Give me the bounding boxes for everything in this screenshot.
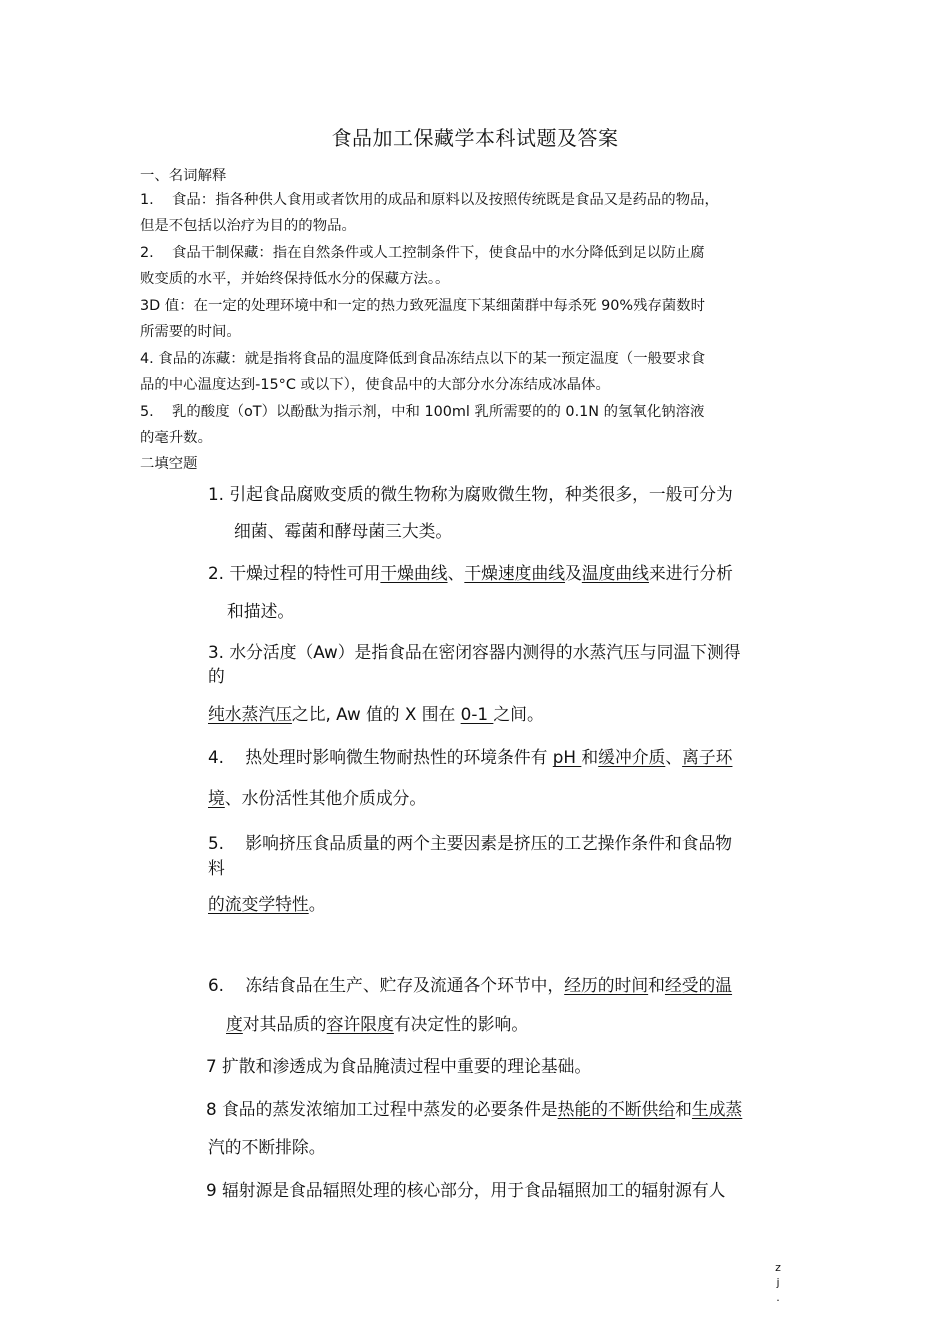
answer-blank: 生成蒸	[691, 1099, 743, 1119]
definition-line: 2. 食品干制保藏：指在自然条件或人工控制条件下，使食品中的水分降低到足以防止腐	[140, 245, 705, 261]
answer-blank: 干燥速度曲线	[464, 563, 566, 583]
answer-blank: 纯水蒸汽压	[208, 704, 292, 724]
document-title: 食品加工保藏学本科试题及答案	[331, 126, 619, 150]
question-7: 7 扩散和渗透成为食品腌渍过程中重要的理论基础。	[206, 1056, 592, 1076]
question-8-line-1	[206, 1099, 742, 1119]
definition-line: 的毫升数。	[140, 430, 212, 446]
answer-blank: 度	[226, 1014, 243, 1034]
question-text: 和	[581, 747, 599, 767]
question-6-line-1	[208, 975, 732, 995]
question-5-line-1: 5. 影响挤压食品质量的两个主要因素是挤压的工艺操作条件和食品物	[208, 833, 733, 853]
question-1-line-1: 1. 引起食品腐败变质的微生物称为腐败微生物，种类很多，一般可分为	[208, 484, 733, 504]
section-heading-definitions: 一、名词解释	[140, 168, 227, 184]
question-3-line-2: 的	[208, 666, 225, 686]
definition-line: 5. 乳的酸度（oT）以酚酞为指示剂，中和 100ml 乳所需要的的 0.1N 的氢氧化钠溶液	[140, 404, 705, 420]
answer-blank: 经受的温	[664, 975, 733, 995]
question-1-line-2: 细菌、霉菌和酵母菌三大类。	[234, 521, 453, 541]
question-text: 来进行分析	[648, 563, 733, 583]
footer-char: .	[776, 1291, 780, 1304]
answer-blank: 经历的时间	[564, 975, 649, 995]
question-6-line-2	[226, 1014, 528, 1034]
page-footer-mark	[773, 1260, 783, 1305]
answer-blank: pH	[552, 747, 582, 767]
question-4-line-1	[208, 747, 732, 767]
footer-char: z	[775, 1261, 781, 1274]
answer-blank: 离子环	[682, 747, 733, 767]
question-5-line-3	[208, 894, 326, 914]
section-heading-fill-in: 二填空题	[140, 456, 198, 472]
definition-line: 败变质的水平，并始终保持低水分的保藏方法。。	[140, 271, 450, 287]
question-text: 4. 热处理时影响微生物耐热性的环境条件有	[208, 747, 553, 767]
answer-blank: 0-1	[460, 704, 494, 724]
question-text: 8 食品的蒸发浓缩加工过程中蒸发的必要条件是	[206, 1099, 558, 1119]
question-text: 、水份活性其他介质成分。	[224, 788, 427, 808]
definition-line: 但是不包括以治疗为目的的物品。	[140, 218, 356, 234]
question-9: 9 辐射源是食品辐照处理的核心部分，用于食品辐照加工的辐射源有人	[206, 1180, 726, 1200]
answer-blank: 的流变学特性	[208, 894, 309, 914]
question-text: 及	[565, 563, 582, 583]
question-2-line-2: 和描述。	[227, 601, 295, 621]
answer-blank: 温度曲线	[581, 563, 649, 583]
question-text: 和	[648, 975, 665, 995]
question-text: 之间。	[493, 704, 544, 724]
question-text: 对其品质的	[242, 1014, 327, 1034]
question-3-line-1: 3. 水分活度（Aw）是指食品在密闭容器内测得的水蒸汽压与同温下测得	[208, 642, 741, 662]
question-3-line-3	[208, 704, 544, 724]
question-text: 。	[308, 894, 326, 914]
question-4-line-2	[208, 788, 426, 808]
definition-line: 3D 值：在一定的处理环境中和一定的热力致死温度下某细菌群中每杀死 90%残存菌数时	[140, 298, 706, 314]
question-text: 2. 干燥过程的特性可用	[208, 563, 381, 583]
answer-blank: 缓冲介质	[598, 747, 666, 767]
definition-line: 4. 食品的冻藏：就是指将食品的温度降低到食品冻结点以下的某一预定温度（一般要求食	[140, 351, 706, 367]
answer-blank: 热能的不断供给	[557, 1099, 676, 1119]
question-text: 6. 冻结食品在生产、贮存及流通各个环节中，	[208, 975, 565, 995]
definition-line: 1. 食品：指各种供人食用或者饮用的成品和原料以及按照传统既是食品又是药品的物品，	[140, 192, 719, 208]
question-5-line-2: 料	[208, 858, 225, 878]
question-8-line-2: 汽的不断排除。	[208, 1137, 326, 1157]
question-2-line-1	[208, 563, 733, 583]
answer-blank: 容许限度	[326, 1014, 394, 1034]
question-text: 之比, Aw 值的 X 围在	[291, 704, 461, 724]
footer-char: j	[776, 1276, 780, 1289]
answer-blank: 干燥曲线	[380, 563, 448, 583]
question-text: 有决定性的影响。	[393, 1014, 529, 1034]
question-text: 、	[447, 563, 465, 583]
definition-line: 品的中心温度达到-15°C 或以下），使食品中的大部分水分冻结成冰晶体。	[140, 377, 610, 393]
definition-line: 所需要的时间。	[140, 324, 241, 340]
question-text: 和	[675, 1099, 692, 1119]
question-text: 、	[665, 747, 683, 767]
answer-blank: 境	[208, 788, 225, 808]
